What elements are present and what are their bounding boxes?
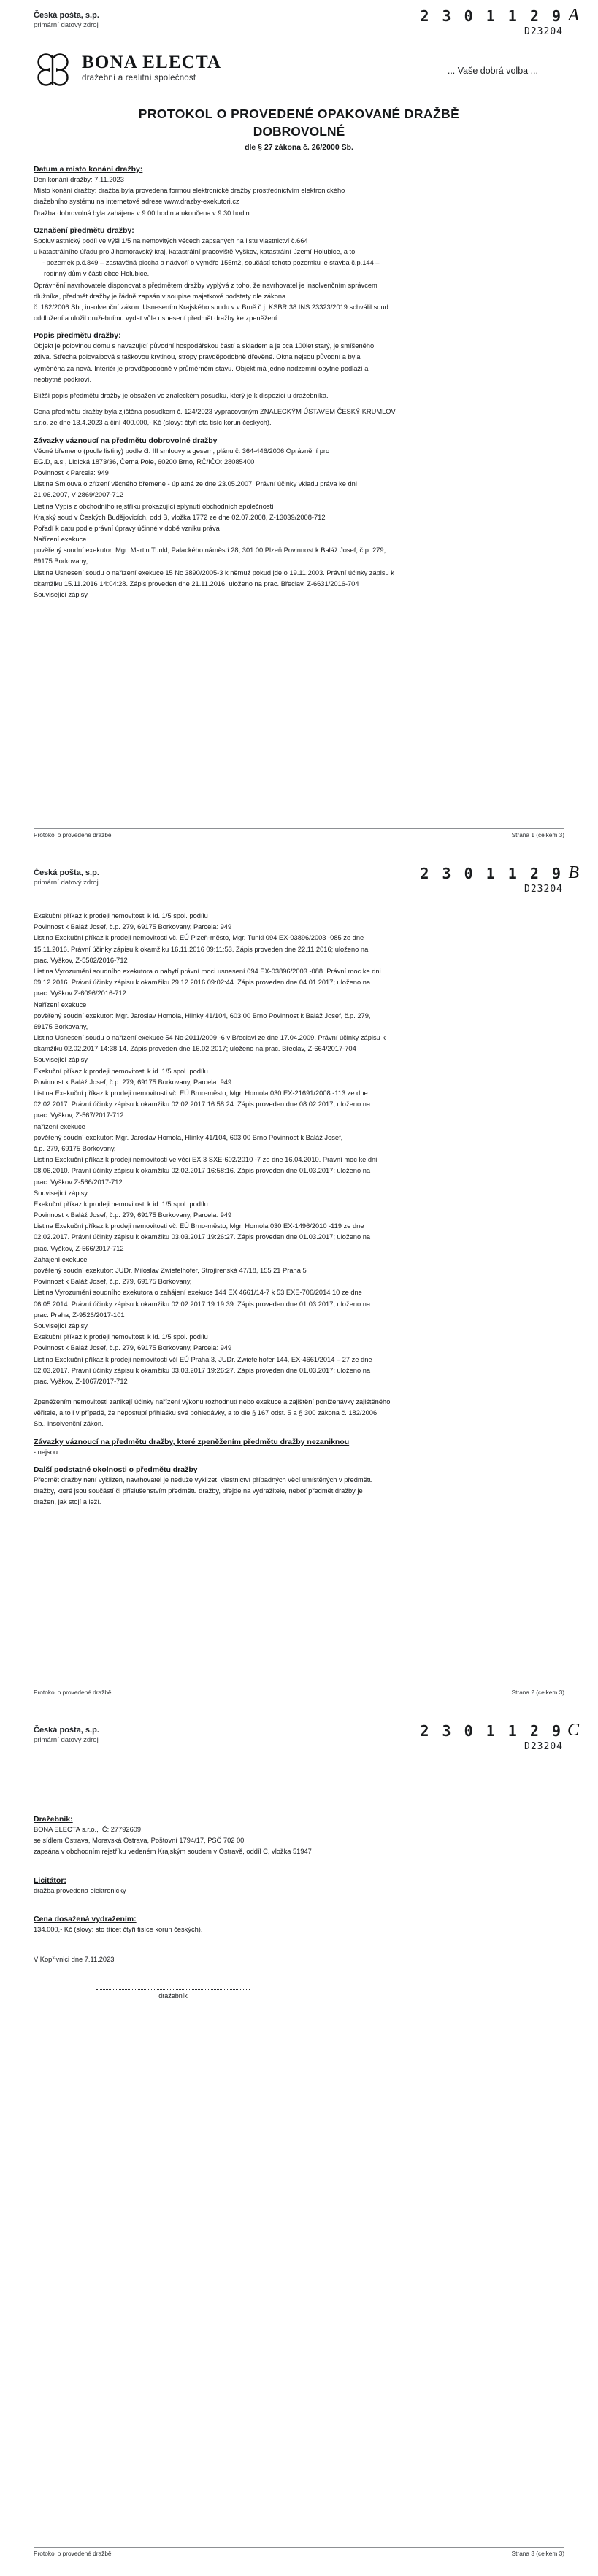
post-office-stamp	[34, 1725, 99, 1746]
text-line: dražby, které jsou součástí či příslušenstvím předmětu dražby, přejde na vydražitele, neboť předmět dražby je	[34, 1487, 363, 1495]
post-office-stamp	[34, 10, 99, 31]
text-line: Listina Exekuční příkaz k prodeji nemovitosti včí EÚ Praha 3, JUDr. Zwiefelhofer 144, EX-4661/2014 – 27 ze dne	[34, 1355, 372, 1363]
text-line: Nařízení exekuce	[34, 1000, 87, 1009]
text-line: prac. Vyškov Z-566/2017-712	[34, 1178, 123, 1186]
section-heading-cena: Cena dosažená vydražením:	[34, 1914, 137, 1924]
section-heading-licitator: Licitátor:	[34, 1875, 66, 1885]
text-line: Listina Usnesení soudu o nařízení exekuce 15 Nc 3890/2005-3 k němuž pokud jde o 19.11.2003. Právní účinky zápisu k	[34, 568, 394, 576]
stamp-number: 2 3 0 1 1 2 9	[420, 7, 563, 25]
text-line: pověřený soudní exekutor: JUDr. Miloslav Zwiefelhofer, Strojírenská 47/18, 155 21 Praha 5	[34, 1267, 307, 1274]
text-line: Předmět dražby není vyklizen, navrhovatel je neduže vyklizet, vlastnictví případných věcí umístěných v předmětu	[34, 1476, 373, 1484]
text-line: 21.06.2007, V-2869/2007-712	[34, 491, 124, 499]
text-line: prac. Praha, Z-9526/2017-101	[34, 1311, 125, 1319]
text-line: BONA ELECTA s.r.o., IČ: 27792609,	[34, 1826, 143, 1833]
post-office-stamp	[34, 868, 99, 888]
section-heading-zavazky-nezaniknou: Závazky váznoucí na předmětu dražby, které zpeněžením předmětu dražby nezaniknou	[34, 1437, 350, 1446]
text-line: okamžiku 02.02.2017 14:38:14. Zápis proveden dne 16.02.2017; uloženo na prac. Břeclav, Z-664/2017-704	[34, 1045, 356, 1053]
text-line: - pozemek p.č.849 – zastavěná plocha a nádvoří o výměře 155m2, součástí tohoto pozemku je stavba č.p.144 –	[42, 259, 380, 267]
text-line: okamžiku 15.11.2016 14:04:28. Zápis proveden dne 21.11.2016; uloženo na prac. Břeclav, Z-6631/2016-704	[34, 579, 359, 587]
text-line: 02.03.2017. Právní účinky zápisu k okamžiku 03.03.2017 19:26:27. Zápis proveden dne 01.03.2017; uloženo na	[34, 1366, 371, 1374]
document-title	[34, 107, 564, 152]
text-line: Listina Exekuční příkaz k prodeji nemovitosti vč. EÚ Brno-město, Mgr. Homola 030 EX-21691/2008 -113 ze dne	[34, 1090, 368, 1097]
text-line: prac. Vyškov, Z-567/2017-712	[34, 1111, 124, 1119]
text-line: č. 182/2006 Sb., insolvenční zákon. Usnesením Krajského soudu v v Brně č.j. KSBR 38 INS 23323/2019 schválil soud	[34, 303, 388, 311]
text-line: Související zápisy	[34, 1322, 88, 1330]
post-office-name: Česká pošta, s.p.	[34, 1726, 99, 1735]
text-line: Spoluvlastnický podíl ve výši 1/5 na nemovitých věcech zapsaných na listu vlastnictví č.664	[34, 236, 308, 244]
page-footer	[34, 828, 564, 838]
text-line: Povinnost k Parcela: 949	[34, 468, 109, 477]
stamp-letter: A	[568, 6, 579, 25]
stamp-number-block	[420, 6, 579, 37]
section-heading-oznaceni: Označení předmětu dražby:	[34, 225, 134, 235]
achieved-price-value: 134.000,- Kč (slovy: sto třicet čtyři tisíce korun českých).	[34, 1925, 203, 1933]
section-dalsi-okolnosti	[34, 1465, 564, 1508]
text-line: Zpeněžením nemovitosti zanikají účinky nařízení výkonu rozhodnutí nebo exekuce a zajištění poníženávky zajištěného	[34, 1398, 391, 1406]
signature-label: dražebník	[158, 1992, 188, 2000]
text-line: dražba provedena elektronicky	[34, 1886, 126, 1894]
text-line: 69175 Borkovany,	[34, 558, 88, 566]
section-popis-predmetu	[34, 331, 564, 428]
text-line: Exekuční příkaz k prodeji nemovitosti k id. 1/5 spol. podílu	[34, 1200, 208, 1208]
section-cena-dosazena	[34, 1915, 564, 1935]
post-office-name: Česká pošta, s.p.	[34, 868, 99, 877]
stamp-code: D23204	[524, 1741, 563, 1752]
text-line: Povinnost k Baláž Josef, č.p. 279, 69175 Borkovany, Parcela: 949	[34, 1211, 232, 1219]
text-line: se sídlem Ostrava, Moravská Ostrava, Poštovní 1794/17, PSČ 702 00	[34, 1837, 245, 1845]
text-line: 09.12.2016. Právní účinky zápisu k okamžiku 29.12.2016 09:02:44. Zápis proveden dne 04.01.2017; uloženo na	[34, 979, 371, 987]
text-line: Povinnost k Baláž Josef, č.p. 279, 69175 Borkovany, Parcela: 949	[34, 923, 232, 931]
text-line: Exekuční příkaz k prodeji nemovitosti k id. 1/5 spol. podílu	[34, 912, 208, 919]
stamp-letter: B	[568, 863, 579, 882]
section-heading-zavazky: Závazky váznoucí na předmětu dobrovolné dražby	[34, 436, 218, 445]
stamp-header	[34, 1721, 579, 1759]
section-effect-of-sale	[34, 1397, 564, 1430]
text-line: č.p. 279, 69175 Borkovany,	[34, 1144, 116, 1152]
company-slogan: ... Vaše dobrá volba ...	[447, 66, 538, 76]
text-line: Dražba dobrovolná byla zahájena v 9:00 hodin a ukončena v 9:30 hodin	[34, 209, 250, 217]
text-line: 02.02.2017. Právní účinky zápisu k okamžiku 03.03.2017 19:26:27. Zápis proveden dne 01.03.2017; uloženo na	[34, 1233, 371, 1241]
text-line: věřitele, a to i v případě, že nepostupí přihlášku své pohledávky, a to dle § 167 odst. 5 a § 300 zákona č. 182/2006	[34, 1409, 377, 1417]
text-line: Místo konání dražby: dražba byla provedena formou elektronické dražby prostřednictvím elektronického	[34, 187, 345, 195]
text-line: pověřený soudní exekutor: Mgr. Jaroslav Homola, Hlinky 41/104, 603 00 Brno Povinnost k Baláž Josef,	[34, 1133, 343, 1141]
footer-page-number: Strana 1 (celkem 3)	[511, 831, 564, 838]
signature-block	[34, 1989, 564, 2000]
text-line: nařízení exekuce	[34, 1122, 85, 1130]
post-office-name: Česká pošta, s.p.	[34, 11, 99, 20]
text-line: pověřený soudní exekutor: Mgr. Jaroslav Homola, Hlinky 41/104, 603 00 Brno Povinnost k Baláž Josef, č.p. 279,	[34, 1011, 371, 1019]
text-line: Krajský soud v Českých Budějovicích, odd B, vložka 1772 ze dne 02.07.2008, Z-13039/2008-712	[34, 513, 326, 521]
section-drazebnik	[34, 1815, 564, 1857]
section-licitator	[34, 1876, 564, 1896]
auction-website-text: dražebního systému na internetové adrese www.drazby-exekutori.cz	[34, 198, 239, 206]
stamp-number-block	[420, 863, 579, 895]
section-oznaceni-predmetu	[34, 226, 564, 324]
stamp-number-block	[420, 1721, 579, 1752]
text-line: Listina Smlouva o zřízení věcného břemene - úplatná ze dne 23.05.2007. Právní účinky vkladu práva ke dni	[34, 480, 357, 488]
text-line: Listina Exekuční příkaz k prodeji nemovitosti vč. EÚ Brno-město, Mgr. Homola 030 EX-1496/2010 -119 ze dne	[34, 1222, 364, 1230]
section-datum-misto	[34, 165, 564, 218]
text-line: vyměněna za nová. Interiér je pravděpodobně v průměrném stavu. Objekt má jedno nadzemní obytné podlaží a	[34, 364, 369, 372]
footer-page-number: Strana 3 (celkem 3)	[511, 2550, 564, 2557]
section-encumbrances-continued	[34, 911, 564, 1387]
text-line: Související zápisy	[34, 1189, 88, 1197]
text-line: Listina Vyrozumění soudního exekutora o nabytí právní moci usnesení 094 EX-03896/2003 -088. Právní moc ke dni	[34, 967, 381, 975]
text-line: oddlužení a uložil družebnímu vydat vůle usnesení předmět dražby ke zpeněžení.	[34, 315, 279, 323]
text-line: zapsána v obchodním rejstříku vedeném Krajským soudem v Ostravě, oddíl C, vložka 51947	[34, 1848, 312, 1856]
document-title-line-1: PROTOKOL O PROVEDENÉ OPAKOVANÉ DRAŽBĚ	[138, 107, 460, 121]
text-line: prac. Vyškov Z-6096/2016-712	[34, 990, 126, 998]
text-line: Nařízení exekuce	[34, 536, 87, 544]
text-line: Listina Usnesení soudu o nařízení exekuce 54 Nc-2011/2009 -6 v Břeclavi ze dne 17.04.2009. Právní účinky zápisu k	[34, 1034, 386, 1042]
text-line: Zahájení exekuce	[34, 1255, 88, 1263]
company-logo-block	[34, 51, 564, 96]
text-line: zdiva. Střecha polovalbová s taškovou krytinou, stropy pravděpodobně dřevěné. Okna nejsou původní a byla	[34, 353, 361, 361]
stamp-letter: C	[567, 1721, 579, 1740]
footer-left-text: Protokol o provedené dražbě	[34, 831, 112, 838]
document-page-2	[0, 857, 598, 1715]
text-line: Oprávnění navrhovatele disponovat s předmětem dražby vyplývá z toho, že navrhovatel je insolvenčním správcem	[34, 281, 377, 289]
text-line: prac. Vyškov, Z-1067/2017-712	[34, 1377, 128, 1385]
bona-electa-logo-icon	[35, 53, 73, 89]
footer-left-text: Protokol o provedené dražbě	[34, 1689, 112, 1696]
text-line: pověřený soudní exekutor: Mgr. Martin Tunkl, Palackého náměstí 28, 301 00 Plzeň Povinnost k Baláž Josef, č.p. 279,	[34, 547, 386, 555]
text-line: Exekuční příkaz k prodeji nemovitosti k id. 1/5 spol. podílu	[34, 1333, 208, 1341]
post-office-subtitle: primární datový zdroj	[34, 20, 99, 29]
text-line: Sb., insolvenční zákon.	[34, 1420, 104, 1428]
text-line: Věcné břemeno (podle listiny) podle čl. III smlouvy a gesem, plánu č. 364-446/2006 Oprávnění pro	[34, 447, 330, 455]
stamp-header	[34, 6, 579, 44]
text-line: dražen, jak stojí a leží.	[34, 1498, 101, 1506]
text-line: neobytné podkroví.	[34, 375, 92, 383]
text-line: Povinnost k Baláž Josef, č.p. 279, 69175 Borkovany,	[34, 1278, 192, 1286]
text-line: 08.06.2010. Právní účinky zápisu k okamžiku 02.02.2017 16:58:16. Zápis proveden dne 01.03.2017; uloženo na	[34, 1167, 371, 1175]
text-line: rodinný dům v části obce Holubice.	[44, 270, 150, 278]
text-line: Listina Exekuční příkaz k prodeji nemovitosti ve věci EX 3 SXE-602/2010 -7 ze dne 16.04.2010. Právní moc ke dni	[34, 1156, 377, 1164]
page-footer	[34, 2547, 564, 2557]
text-line: - nejsou	[34, 1448, 58, 1456]
post-office-subtitle: primární datový zdroj	[34, 1735, 99, 1744]
stamp-header	[34, 863, 579, 901]
text-line: Listina Exekuční příkaz k prodeji nemovitosti vč. EÚ Plzeň-město, Mgr. Tunkl 094 EX-03896/2003 -085 ze dne	[34, 934, 364, 942]
document-page-3	[0, 1715, 598, 2576]
text-line: dlužníka, předmět dražby je řádně zapsán v soupise majetkové podstaty dle zákona	[34, 292, 286, 300]
text-line: s.r.o. ze dne 13.4.2023 a činí 400.000,- Kč (slovy: čtyři sta tisíc korun českých).	[34, 419, 272, 427]
footer-page-number: Strana 2 (celkem 3)	[511, 1689, 564, 1696]
text-line: Exekuční příkaz k prodeji nemovitosti k id. 1/5 spol. podílu	[34, 1067, 208, 1075]
text-line: Bližší popis předmětu dražby je obsažen ve znaleckém posudku, který je k dispozici u dražebníka.	[34, 392, 329, 399]
section-zavazky-nezaniknou	[34, 1438, 564, 1457]
section-zavazky-vaznouci	[34, 436, 564, 601]
text-line: prac. Vyškov, Z-5502/2016-712	[34, 956, 128, 964]
auction-website-line	[34, 197, 564, 207]
text-line: Povinnost k Baláž Josef, č.p. 279, 69175 Borkovany, Parcela: 949	[34, 1344, 232, 1352]
document-page-1	[0, 0, 598, 857]
text-line: Související zápisy	[34, 591, 88, 598]
stamp-number: 2 3 0 1 1 2 9	[420, 865, 563, 882]
section-heading-drazebnik: Dražebník:	[34, 1815, 73, 1824]
text-line: Povinnost k Baláž Josef, č.p. 279, 69175 Borkovany, Parcela: 949	[34, 1078, 232, 1086]
text-line: Den konání dražby: 7.11.2023	[34, 176, 124, 183]
section-heading-datum-misto: Datum a místo konání dražby:	[34, 165, 143, 174]
section-heading-dalsi-okolnosti: Další podstatné okolnosti o předmětu dražby	[34, 1465, 198, 1474]
text-line: EG.D, a.s., Lidická 1873/36, Černá Pole, 60200 Brno, RČ/IČO: 28085400	[34, 458, 255, 466]
text-line: Listina Výpis z obchodního rejstříku prokazující splynutí obchodních společností	[34, 502, 274, 510]
page-footer	[34, 1686, 564, 1696]
text-line: Objekt je polovinou domu s navazující původní hospodářskou částí a skladem a je cca 100let starý, je smíšeného	[34, 342, 375, 350]
section-heading-popis: Popis předmětu dražby:	[34, 331, 121, 341]
text-line: Související zápisy	[34, 1056, 88, 1064]
signature-line	[96, 1989, 250, 2000]
text-line: Cena předmětu dražby byla zjištěna posudkem č. 124/2023 vypracovaným ZNALECKÝM ÚSTAVEM ČESKÝ KRUMLOV	[34, 408, 396, 416]
text-line: 69175 Borkovany,	[34, 1022, 88, 1030]
text-line: 02.02.2017. Právní účinky zápisu k okamžiku 02.02.2017 16:58:24. Zápis proveden dne 08.02.2017; uloženo na	[34, 1100, 371, 1108]
company-tagline: dražební a realitní společnost	[82, 74, 196, 82]
place-and-date: V Kopřivnici dne 7.11.2023	[34, 1955, 115, 1963]
document-title-legal-ref: dle § 27 zákona č. 26/2000 Sb.	[245, 143, 353, 152]
stamp-code: D23204	[524, 26, 563, 37]
text-line: Listina Vyrozumění soudního exekutora o zahájení exekuce 144 EX 4661/14-7 k 53 EXE-706/2014 10 ze dne	[34, 1289, 362, 1297]
text-line: 06.05.2014. Právní účinky zápisu k okamžiku 02.02.2017 19:19:39. Zápis proveden dne 01.03.2017; uloženo na	[34, 1300, 371, 1308]
stamp-number: 2 3 0 1 1 2 9	[420, 1722, 563, 1740]
text-line: Pořadí k datu podle právní úpravy účinné v době vzniku práva	[34, 524, 220, 532]
document-title-line-2: DOBROVOLNÉ	[253, 124, 345, 139]
footer-left-text: Protokol o provedené dražbě	[34, 2550, 112, 2557]
stamp-code: D23204	[524, 884, 563, 895]
post-office-subtitle: primární datový zdroj	[34, 878, 99, 887]
text-line: prac. Vyškov, Z-566/2017-712	[34, 1244, 124, 1252]
text-line: u katastrálního úřadu pro Jihomoravský kraj, katastrální pracoviště Vyškov, katastrální území Holubice, a to:	[34, 247, 357, 255]
text-line: 15.11.2016. Právní účinky zápisu k okamžiku 16.11.2016 09:11:53. Zápis proveden dne 22.11.2016; uloženo na	[34, 945, 369, 953]
company-name: BONA ELECTA	[82, 53, 222, 72]
